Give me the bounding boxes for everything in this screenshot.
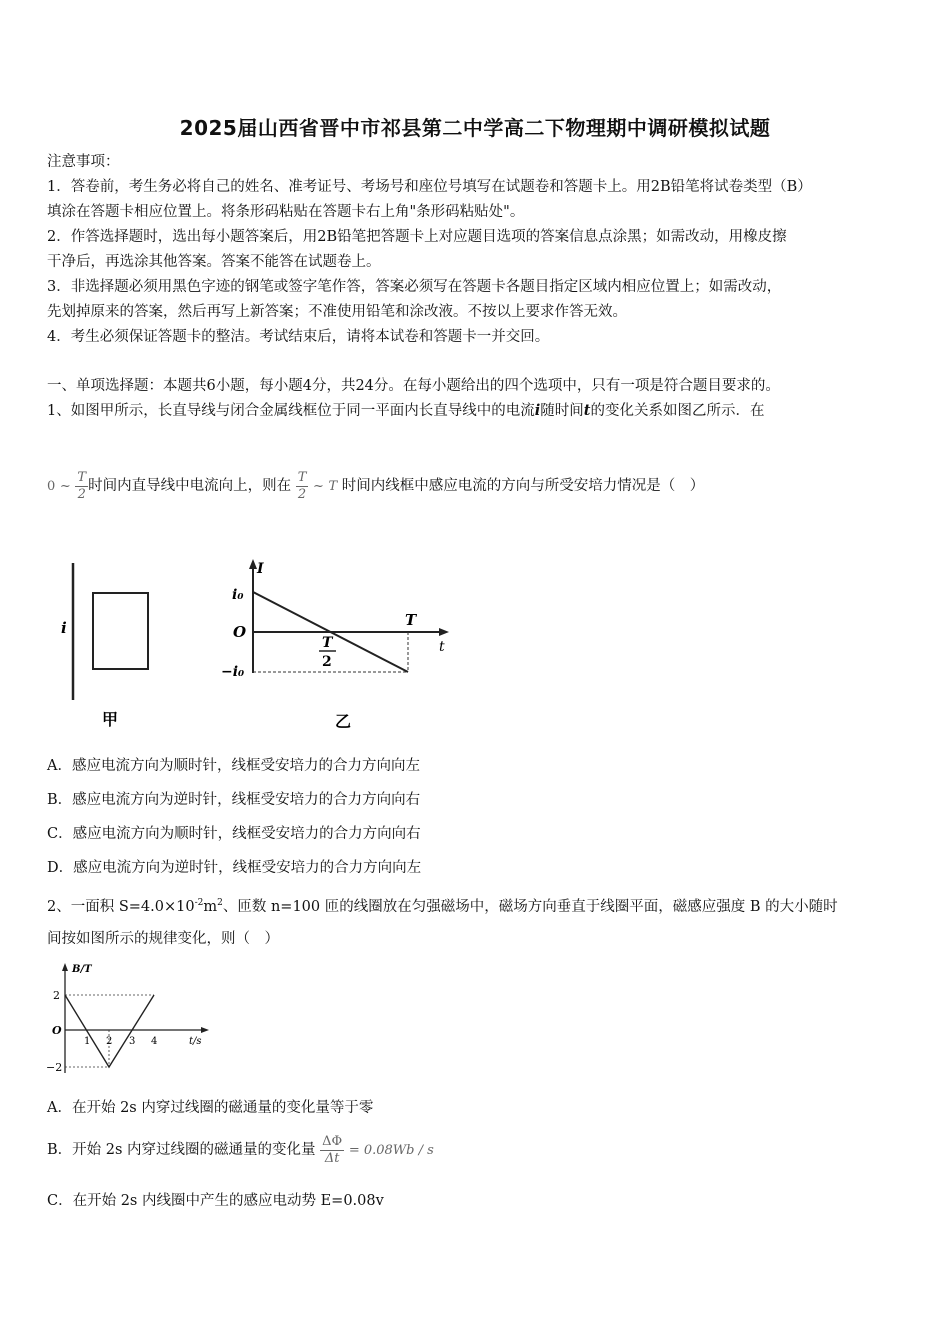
q1-option-a: A．感应电流方向为顺时针，线框受安培力的合力方向向左 bbox=[47, 758, 420, 774]
q2-option-c: C．在开始 2s 内线圈中产生的感应电动势 E=0.08v bbox=[47, 1193, 384, 1209]
half-T-den: 2 bbox=[322, 654, 332, 670]
x-tick-4: 4 bbox=[151, 1036, 158, 1047]
question-1-stem-cont: 0 ~ $\frac{T}{2}$ 时间内直导线中电流向上，则在 $\frac{T}{2}$ ~ T 时间内线框中感应电流的方向与所受安培力情况是（ ） bbox=[47, 469, 705, 502]
i0-label: i₀ bbox=[232, 587, 244, 603]
i-axis-label: I bbox=[257, 561, 264, 577]
fraction-T-over-2: $\frac{T}{2}$ bbox=[77, 469, 87, 502]
half-T-num: T bbox=[322, 635, 333, 651]
x-tick-2: 2 bbox=[106, 1036, 113, 1047]
notice-line: 3．非选择题必须用黑色字迹的钢笔或签字笔作答，答案必须写在答题卡各题目指定区域内相应位置上；如需改动， bbox=[47, 279, 782, 295]
question-2-stem-cont: 间按如图所示的规律变化，则（ ） bbox=[47, 931, 279, 947]
metal-frame bbox=[93, 593, 148, 669]
notice-line: 干净后，再选涂其他答案。答案不能答在试题卷上。 bbox=[47, 254, 381, 270]
figure-yi-label: 乙 bbox=[335, 712, 352, 731]
x-tick-1: 1 bbox=[84, 1036, 91, 1047]
figure-b-t bbox=[42, 958, 217, 1080]
section-heading: 一、单项选择题：本题共6小题，每小题4分，共24分。在每小题给出的四个选项中，只有一项是符合题目要求的。 bbox=[47, 378, 780, 394]
fraction-T-over-2: $\frac{T}{2}$ bbox=[297, 469, 307, 502]
page-title: 2025届山西省晋中市祁县第二中学高二下物理期中调研模拟试题 bbox=[179, 116, 771, 140]
neg-i0-label: −i₀ bbox=[221, 664, 245, 680]
origin-label: O bbox=[233, 623, 247, 641]
y-neg-label: −2 bbox=[46, 1061, 63, 1074]
q1-option-c: C．感应电流方向为顺时针，线框受安培力的合力方向向右 bbox=[47, 826, 421, 842]
t-axis-arrow bbox=[439, 628, 449, 636]
i-axis-arrow bbox=[249, 559, 257, 569]
notice-line: 先划掉原来的答案，然后再写上新答案；不准使用铅笔和涂改液。不按以上要求作答无效。 bbox=[47, 304, 627, 320]
question-1-stem: 1、如图甲所示，长直导线与闭合金属线框位于同一平面内长直导线中的电流i随时间t的变化关系如图乙所示．在 bbox=[47, 402, 765, 419]
wire-current-label: i bbox=[61, 619, 67, 637]
question-2-stem: 2、一面积 $S=4.0\times 10^{-2}m^2$、匝数 n=100 匝的线圈放在匀强磁场中，磁场方向垂直于线圈平面，磁感应强度 B 的大小随时 bbox=[47, 898, 838, 915]
t-axis-label: t/s bbox=[189, 1036, 202, 1047]
x-tick-3: 3 bbox=[129, 1036, 136, 1047]
notice-line: 2．作答选择题时，选出每小题答案后，用2B铅笔把答题卡上对应题目选项的答案信息点涂黑；如需改动，用橡皮擦 bbox=[47, 229, 787, 245]
q1-option-d: D．感应电流方向为逆时针，线框受安培力的合力方向向左 bbox=[47, 860, 422, 876]
y-pos-label: 2 bbox=[53, 989, 60, 1002]
b-axis-label: B/T bbox=[72, 964, 92, 975]
t-axis-label: t bbox=[439, 639, 445, 655]
notice-heading: 注意事项： bbox=[47, 154, 120, 170]
notice-line: 填涂在答题卡相应位置上。将条形码粘贴在答题卡右上角"条形码粘贴处"。 bbox=[47, 204, 525, 220]
b-line bbox=[65, 995, 154, 1067]
fraction-dphi-dt: $\frac{\Delta\Phi}{\Delta t}$ bbox=[322, 1133, 343, 1166]
q2-option-a: A．在开始 2s 内穿过线圈的磁通量的变化量等于零 bbox=[47, 1100, 374, 1116]
notice-line: 1．答卷前，考生务必将自己的姓名、准考证号、考场号和座位号填写在试题卷和答题卡上。用2B铅笔将试卷类型（B） bbox=[47, 179, 812, 195]
figure-jia bbox=[55, 555, 165, 735]
q2-option-b: B．开始 2s 内穿过线圈的磁通量的变化量 $\frac{\Delta\Phi}{\Delta t}$ = 0.08Wb / s bbox=[47, 1133, 434, 1166]
T-label: T bbox=[405, 611, 417, 629]
figure-jia-label: 甲 bbox=[102, 710, 119, 729]
figure-yi bbox=[215, 555, 460, 735]
origin-label: O bbox=[52, 1024, 62, 1037]
q1-option-b: B．感应电流方向为逆时针，线框受安培力的合力方向向右 bbox=[47, 792, 421, 808]
notice-line: 4．考生必须保证答题卡的整洁。考试结束后，请将本试卷和答题卡一并交回。 bbox=[47, 329, 550, 345]
